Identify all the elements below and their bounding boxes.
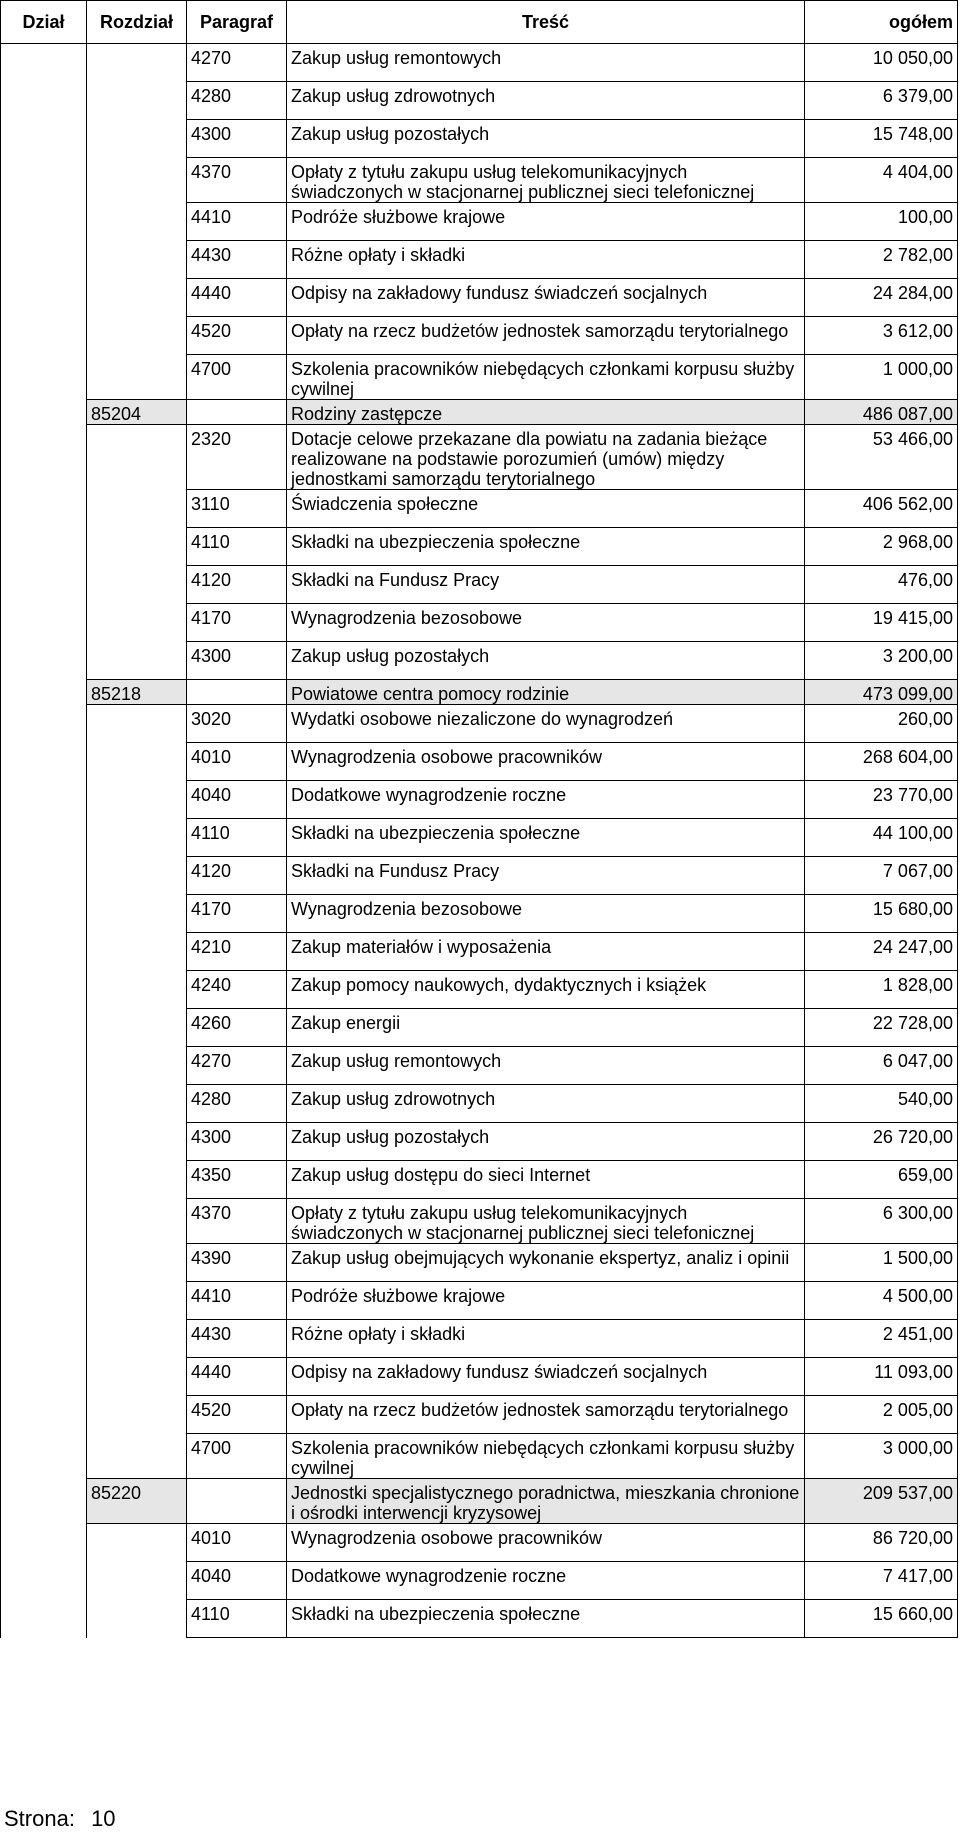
cell-rozdzial: [87, 705, 187, 743]
cell-rozdzial: [87, 604, 187, 642]
cell-rozdzial: [87, 819, 187, 857]
cell-dzial: [1, 203, 87, 241]
cell-tresc: Podróże służbowe krajowe: [287, 203, 805, 241]
cell-tresc: Składki na Fundusz Pracy: [287, 857, 805, 895]
cell-dzial: [1, 1161, 87, 1199]
header-ogolem: ogółem: [805, 1, 958, 44]
cell-rozdzial: 85218: [87, 680, 187, 705]
cell-tresc: Zakup usług pozostałych: [287, 642, 805, 680]
cell-paragraf: 4120: [187, 566, 287, 604]
table-row: [1, 1282, 958, 1320]
cell-paragraf: 4120: [187, 857, 287, 895]
cell-paragraf: 4240: [187, 971, 287, 1009]
cell-paragraf: 4430: [187, 241, 287, 279]
cell-rozdzial: [87, 895, 187, 933]
cell-paragraf: 4370: [187, 158, 287, 203]
cell-rozdzial: [87, 971, 187, 1009]
cell-tresc: Zakup materiałów i wyposażenia: [287, 933, 805, 971]
cell-tresc: Jednostki specjalistycznego poradnictwa, mieszkania chronione i ośrodki interwencji kryzysowej: [287, 1479, 805, 1524]
cell-dzial: [1, 400, 87, 425]
table-row: [1, 857, 958, 895]
cell-kwota: 1 000,00: [805, 355, 958, 400]
cell-rozdzial: [87, 933, 187, 971]
cell-kwota: 24 284,00: [805, 279, 958, 317]
cell-dzial: [1, 1434, 87, 1479]
cell-dzial: [1, 44, 87, 82]
cell-kwota: 2 005,00: [805, 1396, 958, 1434]
cell-tresc: Różne opłaty i składki: [287, 1320, 805, 1358]
table-body: [1, 44, 958, 1638]
cell-rozdzial: [87, 279, 187, 317]
header-dzial: Dział: [1, 1, 87, 44]
table-row: [1, 528, 958, 566]
cell-rozdzial: [87, 82, 187, 120]
cell-rozdzial: [87, 317, 187, 355]
cell-tresc: Składki na Fundusz Pracy: [287, 566, 805, 604]
cell-tresc: Różne opłaty i składki: [287, 241, 805, 279]
cell-dzial: [1, 1123, 87, 1161]
cell-tresc: Szkolenia pracowników niebędących członkami korpusu służby cywilnej: [287, 355, 805, 400]
cell-paragraf: 4010: [187, 743, 287, 781]
chapter-row: [1, 1479, 958, 1524]
cell-kwota: 2 968,00: [805, 528, 958, 566]
cell-kwota: 3 612,00: [805, 317, 958, 355]
cell-kwota: 10 050,00: [805, 44, 958, 82]
cell-paragraf: 4110: [187, 528, 287, 566]
cell-tresc: Wynagrodzenia bezosobowe: [287, 895, 805, 933]
header-paragraf: Paragraf: [187, 1, 287, 44]
cell-dzial: [1, 971, 87, 1009]
cell-rozdzial: [87, 743, 187, 781]
cell-tresc: Dotacje celowe przekazane dla powiatu na zadania bieżące realizowane na podstawie porozumień (umów) między jednostkami samorządu terytorialnego: [287, 425, 805, 490]
cell-paragraf: 4430: [187, 1320, 287, 1358]
cell-dzial: [1, 1282, 87, 1320]
cell-tresc: Zakup pomocy naukowych, dydaktycznych i książek: [287, 971, 805, 1009]
table-row: [1, 743, 958, 781]
cell-tresc: Podróże służbowe krajowe: [287, 1282, 805, 1320]
table-row: [1, 1123, 958, 1161]
cell-kwota: 3 200,00: [805, 642, 958, 680]
cell-tresc: Dodatkowe wynagrodzenie roczne: [287, 1562, 805, 1600]
cell-dzial: [1, 1199, 87, 1244]
header-tresc: Treść: [287, 1, 805, 44]
cell-kwota: 209 537,00: [805, 1479, 958, 1524]
cell-rozdzial: [87, 1396, 187, 1434]
cell-paragraf: 3020: [187, 705, 287, 743]
cell-rozdzial: [87, 1244, 187, 1282]
cell-dzial: [1, 82, 87, 120]
cell-tresc: Zakup usług pozostałych: [287, 120, 805, 158]
cell-dzial: [1, 425, 87, 490]
cell-dzial: [1, 1244, 87, 1282]
table-row: [1, 1320, 958, 1358]
cell-kwota: 476,00: [805, 566, 958, 604]
cell-paragraf: 4010: [187, 1524, 287, 1562]
cell-rozdzial: [87, 1123, 187, 1161]
header-rozdzial: Rozdział: [87, 1, 187, 44]
cell-kwota: 6 047,00: [805, 1047, 958, 1085]
cell-paragraf: 4270: [187, 44, 287, 82]
cell-rozdzial: [87, 642, 187, 680]
cell-kwota: 100,00: [805, 203, 958, 241]
cell-paragraf: 4300: [187, 1123, 287, 1161]
cell-tresc: Wydatki osobowe niezaliczone do wynagrodzeń: [287, 705, 805, 743]
cell-tresc: Świadczenia społeczne: [287, 490, 805, 528]
cell-dzial: [1, 819, 87, 857]
cell-rozdzial: [87, 355, 187, 400]
cell-dzial: [1, 604, 87, 642]
cell-dzial: [1, 1600, 87, 1638]
table-row: [1, 705, 958, 743]
table-row: [1, 279, 958, 317]
cell-paragraf: 4040: [187, 1562, 287, 1600]
cell-paragraf: 4440: [187, 279, 287, 317]
table-row: [1, 781, 958, 819]
table-row: [1, 158, 958, 203]
cell-rozdzial: [87, 1009, 187, 1047]
cell-paragraf: 4520: [187, 317, 287, 355]
cell-tresc: Składki na ubezpieczenia społeczne: [287, 819, 805, 857]
cell-dzial: [1, 1085, 87, 1123]
cell-dzial: [1, 317, 87, 355]
cell-paragraf: 4440: [187, 1358, 287, 1396]
cell-paragraf: 4350: [187, 1161, 287, 1199]
cell-paragraf: 4370: [187, 1199, 287, 1244]
cell-paragraf: 4700: [187, 1434, 287, 1479]
table-row: [1, 1047, 958, 1085]
table-row: [1, 819, 958, 857]
cell-paragraf: 4170: [187, 604, 287, 642]
cell-kwota: 15 748,00: [805, 120, 958, 158]
table-row: [1, 566, 958, 604]
cell-dzial: [1, 1320, 87, 1358]
cell-tresc: Rodziny zastępcze: [287, 400, 805, 425]
cell-kwota: 11 093,00: [805, 1358, 958, 1396]
table-row: [1, 120, 958, 158]
cell-dzial: [1, 566, 87, 604]
cell-tresc: Zakup usług remontowych: [287, 1047, 805, 1085]
cell-paragraf: 2320: [187, 425, 287, 490]
cell-paragraf: [187, 1479, 287, 1524]
cell-paragraf: 4270: [187, 1047, 287, 1085]
cell-dzial: [1, 1562, 87, 1600]
cell-rozdzial: [87, 1282, 187, 1320]
table-row: [1, 1199, 958, 1244]
cell-rozdzial: [87, 1434, 187, 1479]
cell-dzial: [1, 781, 87, 819]
cell-kwota: 15 660,00: [805, 1600, 958, 1638]
cell-dzial: [1, 1524, 87, 1562]
cell-paragraf: 4280: [187, 1085, 287, 1123]
cell-kwota: 15 680,00: [805, 895, 958, 933]
table-row: [1, 203, 958, 241]
table-row: [1, 1358, 958, 1396]
table-row: [1, 1562, 958, 1600]
cell-kwota: 19 415,00: [805, 604, 958, 642]
cell-kwota: 3 000,00: [805, 1434, 958, 1479]
cell-dzial: [1, 355, 87, 400]
cell-kwota: 1 828,00: [805, 971, 958, 1009]
cell-dzial: [1, 490, 87, 528]
cell-paragraf: [187, 680, 287, 705]
cell-tresc: Wynagrodzenia bezosobowe: [287, 604, 805, 642]
cell-kwota: 2 451,00: [805, 1320, 958, 1358]
cell-dzial: [1, 1479, 87, 1524]
cell-tresc: Zakup usług dostępu do sieci Internet: [287, 1161, 805, 1199]
cell-rozdzial: [87, 158, 187, 203]
table-row: [1, 642, 958, 680]
table-row: [1, 895, 958, 933]
cell-kwota: 659,00: [805, 1161, 958, 1199]
table-row: [1, 1244, 958, 1282]
cell-paragraf: 4300: [187, 642, 287, 680]
table-row: [1, 1009, 958, 1047]
cell-tresc: Odpisy na zakładowy fundusz świadczeń socjalnych: [287, 1358, 805, 1396]
cell-rozdzial: [87, 1085, 187, 1123]
table-row: [1, 971, 958, 1009]
cell-paragraf: 4300: [187, 120, 287, 158]
cell-rozdzial: [87, 241, 187, 279]
table-row: [1, 44, 958, 82]
cell-dzial: [1, 705, 87, 743]
table-row: [1, 1085, 958, 1123]
table-row: [1, 604, 958, 642]
cell-dzial: [1, 680, 87, 705]
cell-tresc: Odpisy na zakładowy fundusz świadczeń socjalnych: [287, 279, 805, 317]
cell-rozdzial: [87, 1320, 187, 1358]
cell-rozdzial: [87, 1562, 187, 1600]
cell-rozdzial: [87, 425, 187, 490]
cell-rozdzial: [87, 528, 187, 566]
cell-tresc: Składki na ubezpieczenia społeczne: [287, 528, 805, 566]
cell-tresc: Opłaty na rzecz budżetów jednostek samorządu terytorialnego: [287, 1396, 805, 1434]
cell-tresc: Dodatkowe wynagrodzenie roczne: [287, 781, 805, 819]
cell-dzial: [1, 158, 87, 203]
cell-dzial: [1, 120, 87, 158]
cell-paragraf: 4040: [187, 781, 287, 819]
cell-rozdzial: [87, 781, 187, 819]
cell-rozdzial: [87, 1047, 187, 1085]
cell-rozdzial: [87, 120, 187, 158]
cell-dzial: [1, 1047, 87, 1085]
cell-kwota: 26 720,00: [805, 1123, 958, 1161]
cell-rozdzial: [87, 1600, 187, 1638]
cell-tresc: Składki na ubezpieczenia społeczne: [287, 1600, 805, 1638]
cell-rozdzial: [87, 490, 187, 528]
cell-tresc: Opłaty z tytułu zakupu usług telekomunikacyjnych świadczonych w stacjonarnej publicznej sieci telefonicznej: [287, 1199, 805, 1244]
table-row: [1, 1161, 958, 1199]
cell-dzial: [1, 895, 87, 933]
cell-dzial: [1, 642, 87, 680]
cell-kwota: 406 562,00: [805, 490, 958, 528]
cell-tresc: Zakup usług pozostałych: [287, 1123, 805, 1161]
cell-paragraf: [187, 400, 287, 425]
cell-paragraf: 4280: [187, 82, 287, 120]
cell-rozdzial: 85220: [87, 1479, 187, 1524]
cell-paragraf: 4700: [187, 355, 287, 400]
table-row: [1, 317, 958, 355]
table-row: [1, 1434, 958, 1479]
cell-kwota: 473 099,00: [805, 680, 958, 705]
page-number: 10: [91, 1806, 116, 1831]
cell-kwota: 24 247,00: [805, 933, 958, 971]
cell-dzial: [1, 1358, 87, 1396]
cell-tresc: Szkolenia pracowników niebędących członkami korpusu służby cywilnej: [287, 1434, 805, 1479]
cell-tresc: Zakup usług obejmujących wykonanie ekspertyz, analiz i opinii: [287, 1244, 805, 1282]
cell-tresc: Wynagrodzenia osobowe pracowników: [287, 1524, 805, 1562]
table-row: [1, 1600, 958, 1638]
cell-kwota: 22 728,00: [805, 1009, 958, 1047]
table-row: [1, 490, 958, 528]
table-row: [1, 241, 958, 279]
cell-rozdzial: [87, 857, 187, 895]
page-label: Strona:: [4, 1806, 75, 1831]
cell-paragraf: 4260: [187, 1009, 287, 1047]
cell-rozdzial: [87, 1358, 187, 1396]
cell-kwota: 86 720,00: [805, 1524, 958, 1562]
cell-dzial: [1, 1396, 87, 1434]
cell-paragraf: 4410: [187, 203, 287, 241]
cell-kwota: 260,00: [805, 705, 958, 743]
cell-rozdzial: [87, 1524, 187, 1562]
cell-rozdzial: [87, 566, 187, 604]
cell-kwota: 7 067,00: [805, 857, 958, 895]
cell-dzial: [1, 241, 87, 279]
cell-kwota: 486 087,00: [805, 400, 958, 425]
table-header-row: [1, 1, 958, 44]
cell-kwota: 268 604,00: [805, 743, 958, 781]
cell-kwota: 4 500,00: [805, 1282, 958, 1320]
table-row: [1, 1524, 958, 1562]
table-row: [1, 933, 958, 971]
chapter-row: [1, 400, 958, 425]
cell-paragraf: 4390: [187, 1244, 287, 1282]
cell-tresc: Opłaty na rzecz budżetów jednostek samorządu terytorialnego: [287, 317, 805, 355]
cell-dzial: [1, 528, 87, 566]
cell-kwota: 7 417,00: [805, 1562, 958, 1600]
cell-paragraf: 4110: [187, 1600, 287, 1638]
cell-kwota: 44 100,00: [805, 819, 958, 857]
cell-kwota: 540,00: [805, 1085, 958, 1123]
cell-kwota: 53 466,00: [805, 425, 958, 490]
cell-tresc: Powiatowe centra pomocy rodzinie: [287, 680, 805, 705]
table-row: [1, 355, 958, 400]
cell-rozdzial: [87, 1199, 187, 1244]
page-footer: [4, 1806, 116, 1832]
cell-paragraf: 4170: [187, 895, 287, 933]
cell-kwota: 6 300,00: [805, 1199, 958, 1244]
cell-tresc: Wynagrodzenia osobowe pracowników: [287, 743, 805, 781]
cell-rozdzial: [87, 1161, 187, 1199]
cell-dzial: [1, 933, 87, 971]
cell-paragraf: 4410: [187, 1282, 287, 1320]
cell-kwota: 4 404,00: [805, 158, 958, 203]
cell-dzial: [1, 743, 87, 781]
cell-paragraf: 4520: [187, 1396, 287, 1434]
cell-rozdzial: 85204: [87, 400, 187, 425]
cell-tresc: Zakup usług zdrowotnych: [287, 82, 805, 120]
cell-paragraf: 3110: [187, 490, 287, 528]
table-row: [1, 82, 958, 120]
cell-dzial: [1, 857, 87, 895]
cell-kwota: 2 782,00: [805, 241, 958, 279]
cell-paragraf: 4210: [187, 933, 287, 971]
cell-tresc: Zakup usług zdrowotnych: [287, 1085, 805, 1123]
cell-tresc: Zakup usług remontowych: [287, 44, 805, 82]
cell-tresc: Opłaty z tytułu zakupu usług telekomunikacyjnych świadczonych w stacjonarnej publicznej sieci telefonicznej: [287, 158, 805, 203]
cell-paragraf: 4110: [187, 819, 287, 857]
table-row: [1, 1396, 958, 1434]
cell-kwota: 1 500,00: [805, 1244, 958, 1282]
cell-rozdzial: [87, 203, 187, 241]
cell-tresc: Zakup energii: [287, 1009, 805, 1047]
cell-kwota: 23 770,00: [805, 781, 958, 819]
chapter-row: [1, 680, 958, 705]
cell-kwota: 6 379,00: [805, 82, 958, 120]
table-row: [1, 425, 958, 490]
cell-rozdzial: [87, 44, 187, 82]
cell-dzial: [1, 279, 87, 317]
cell-dzial: [1, 1009, 87, 1047]
